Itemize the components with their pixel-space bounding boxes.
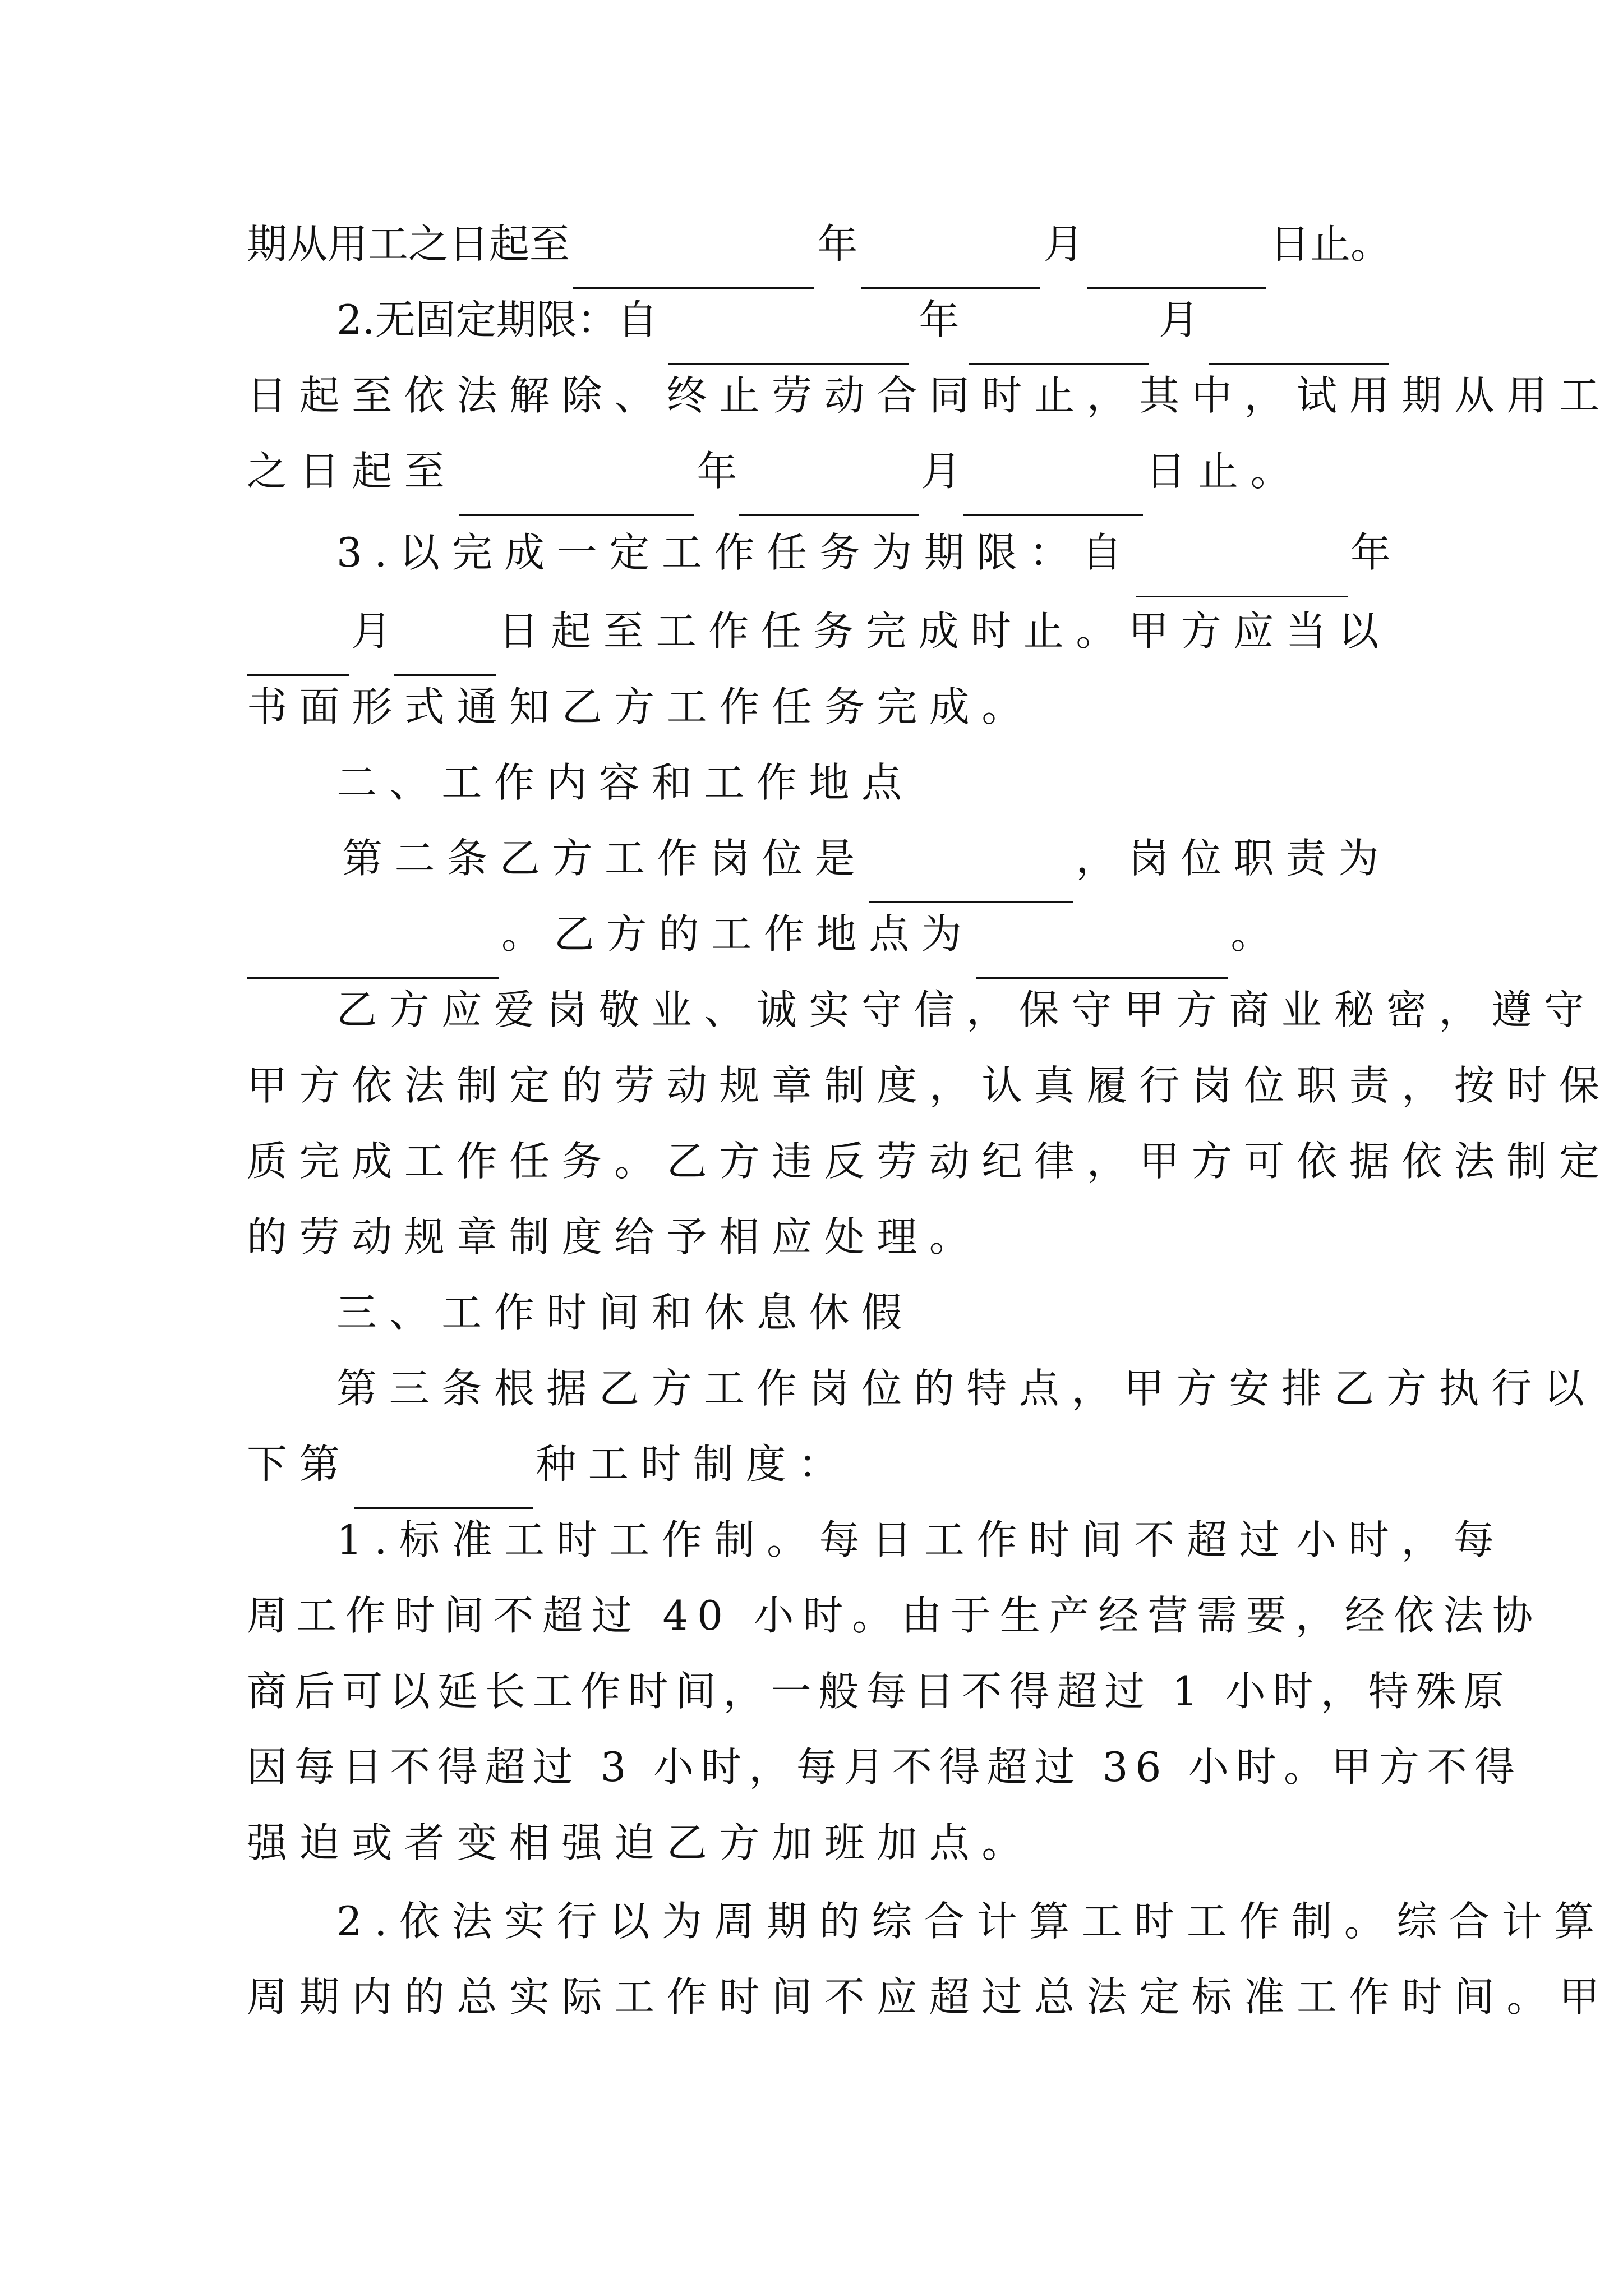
text: 月 <box>351 608 392 655</box>
text: 2.依法实行以为周期的综合计算工时工作制。综合计算 <box>336 1898 1607 1945</box>
text: 下第 <box>247 1441 352 1488</box>
text: 。乙方的工作地点为 <box>501 910 974 958</box>
doc-line <box>247 1798 1391 1888</box>
text: 年 <box>697 448 737 495</box>
text: 之日起至 <box>247 448 457 495</box>
text: 年 <box>919 296 960 343</box>
text: 年 <box>817 220 858 268</box>
text: 。 <box>1230 910 1271 958</box>
text: 期从用工之日起至 <box>247 220 570 268</box>
text: 小时，每 <box>1296 1516 1506 1563</box>
text: 强迫或者变相强迫乙方加班加点。 <box>247 1819 1035 1866</box>
text: 年 <box>1350 529 1391 576</box>
text: 周期内的总实际工作时间不应超过总法定标准工作时间。甲 <box>247 1973 1612 2021</box>
doc-line <box>247 1952 1612 2042</box>
text: 书面形式通知乙方工作任务完成。 <box>247 683 1035 730</box>
doc-line <box>247 508 1391 597</box>
text: 日止。 <box>1145 448 1303 495</box>
text: 日止。 <box>1269 220 1391 268</box>
text: 商后可以延长工作时间，一般每日不得超过 1 小时，特殊原 <box>247 1668 1511 1715</box>
text: 乙方应爱岗敬业、诚实守信，保守甲方商业秘密，遵守 <box>336 986 1597 1033</box>
text: 1.标准工时工作制。每日工作时间不超过 <box>336 1516 1292 1563</box>
text: 月 <box>1043 220 1084 268</box>
text: 的劳动规章制度给予相应处理。 <box>247 1213 982 1260</box>
text: 3.以完成一定工作任务为期限：自 <box>336 529 1135 576</box>
text: 甲方依法制定的劳动规章制度，认真履行岗位职责，按时保 <box>247 1062 1612 1109</box>
text: 种工时制度： <box>536 1441 851 1488</box>
text: 第三条根据乙方工作岗位的特点，甲方安排乙方执行以 <box>336 1365 1597 1412</box>
text: 周工作时间不超过 40 小时。由于生产经营需要，经依法协 <box>247 1592 1542 1639</box>
text: 月 <box>1159 296 1200 343</box>
text: 2.无固定期限：自 <box>336 296 658 343</box>
text: 三、工作时间和休息休假 <box>336 1289 914 1336</box>
text: 质完成工作任务。乙方违反劳动纪律，甲方可依据依法制定 <box>247 1138 1612 1185</box>
text: 日起至依法解除、终止劳动合同时止，其中，试用期从用工 <box>247 372 1612 419</box>
doc-line <box>247 426 1391 516</box>
text: 二、工作内容和工作地点 <box>336 759 914 806</box>
text: 因每日不得超过 3 小时，每月不得超过 36 小时。甲方不得 <box>247 1743 1522 1791</box>
text: 月 <box>921 448 962 495</box>
text: ，岗位职责为 <box>1076 835 1391 882</box>
text: 日起至工作任务完成时止。甲方应当以 <box>498 608 1391 655</box>
text: 第二条乙方工作岗位是 <box>342 835 868 882</box>
